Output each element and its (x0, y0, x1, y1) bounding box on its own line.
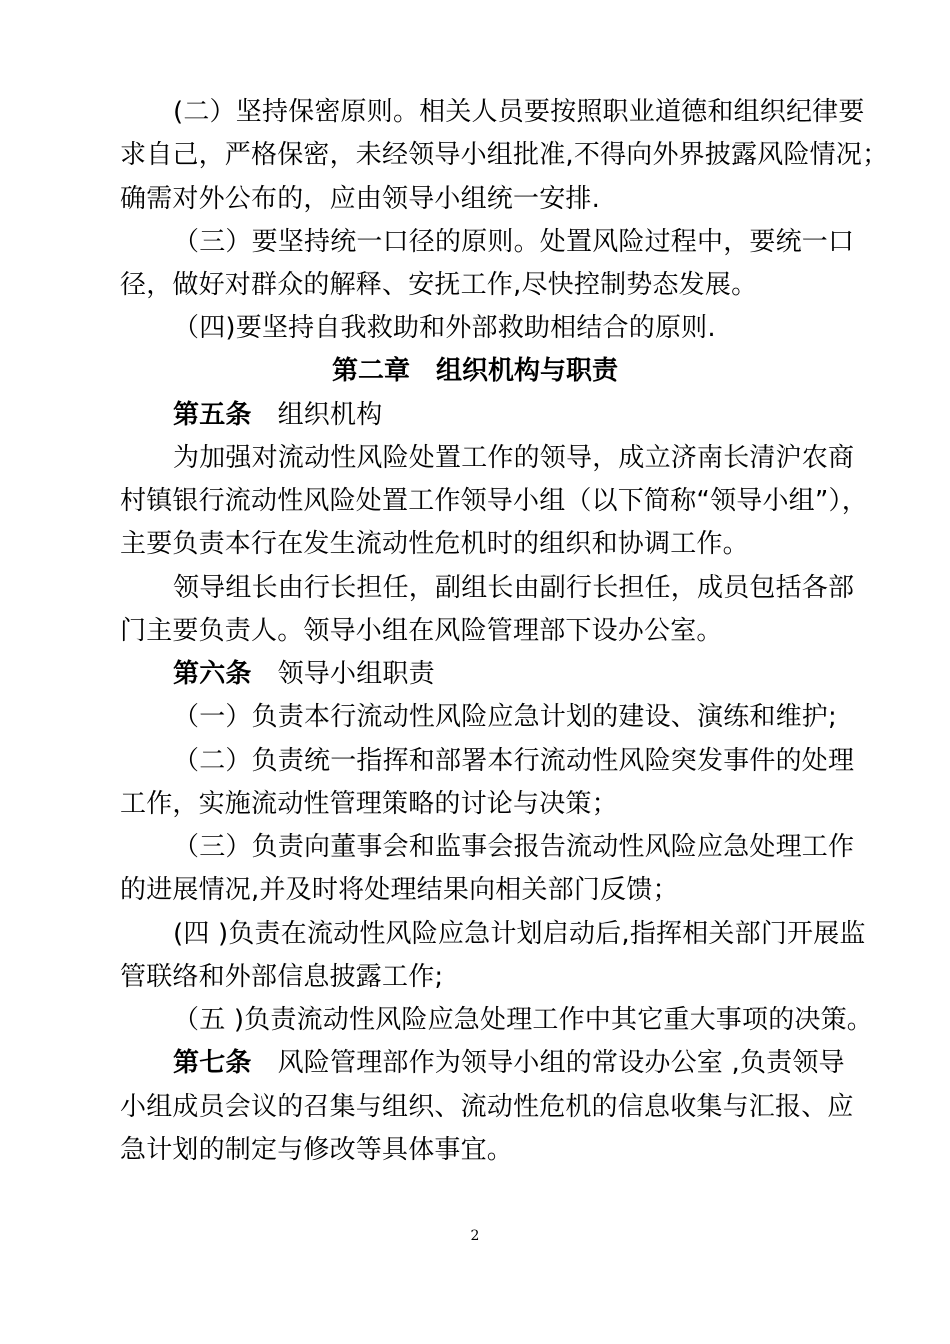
article-text: 风险管理部作为领导小组的常设办公室 ,负责领导 (277, 1048, 845, 1078)
list-item-line: 的进展情况,并及时将处理结果向相关部门反馈； (120, 875, 679, 905)
paragraph-line: （三）要坚持统一口径的原则。处置风险过程中，要统一口 (173, 227, 855, 257)
paragraph-line: 为加强对流动性风险处置工作的领导，成立济南长清沪农商 (173, 443, 855, 473)
paragraph-line: 求自己，严格保密，未经领导小组批准,不得向外界披露风险情况； (120, 140, 889, 170)
paragraph-line: 主要负责本行在发生流动性危机时的组织和协调工作。 (120, 529, 749, 559)
list-item-line: 工作，实施流动性管理策略的讨论与决策； (120, 789, 618, 819)
article-title: 领导小组职责 (277, 659, 435, 689)
article-label: 第六条 (173, 659, 252, 689)
list-item-line: 管联络和外部信息披露工作; (120, 962, 444, 992)
paragraph-line: (二）坚持保密原则。相关人员要按照职业道德和组织纪律要 (173, 97, 865, 127)
paragraph-line: 急计划的制定与修改等具体事宜。 (120, 1135, 514, 1165)
paragraph-line: 径，做好对群众的解释、安抚工作,尽快控制势态发展。 (120, 270, 758, 300)
paragraph-line: （四)要坚持自我救助和外部救助相结合的原则. (173, 313, 716, 343)
page-number: 2 (470, 1228, 480, 1244)
list-item-line: (四 )负责在流动性风险应急计划启动后,指挥相关部门开展监 (173, 919, 866, 949)
paragraph-line: 门主要负责人。领导小组在风险管理部下设办公室。 (120, 616, 723, 646)
paragraph-line: 村镇银行流动性风险处置工作领导小组（以下简称“领导小组”）， (120, 486, 868, 516)
paragraph-line: 确需对外公布的，应由领导小组统一安排. (120, 184, 601, 214)
article-title: 组织机构 (277, 400, 383, 430)
article-label: 第五条 (173, 400, 252, 430)
paragraph-line: 领导组长由行长担任，副组长由副行长担任，成员包括各部 (173, 573, 855, 603)
article-heading (173, 398, 903, 432)
list-item-line: （五 )负责流动性风险应急处理工作中其它重大事项的决策。 (173, 1005, 874, 1035)
list-item-line: （三）负责向董事会和监事会报告流动性风险应急处理工作 (173, 832, 855, 862)
list-item-line: （一）负责本行流动性风险应急计划的建设、演练和维护; (173, 702, 837, 732)
chapter-title: 第二章 组织机构与职责 (331, 356, 618, 386)
article-label: 第七条 (173, 1048, 252, 1078)
paragraph-line: 小组成员会议的召集与组织、流动性危机的信息收集与汇报、应 (120, 1092, 854, 1122)
list-item-line: （二）负责统一指挥和部署本行流动性风险突发事件的处理 (173, 746, 855, 776)
article-heading (173, 657, 903, 691)
article-heading (173, 1046, 903, 1080)
